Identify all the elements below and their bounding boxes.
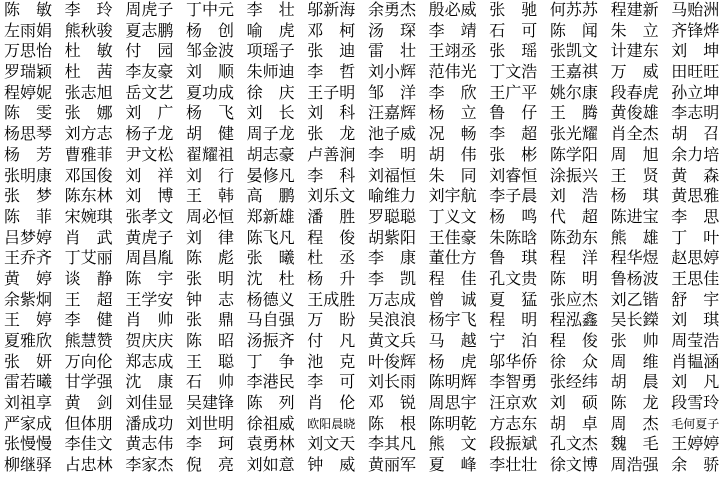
name-cell: 刘睿恒 xyxy=(489,165,538,185)
name-cell: 邹 洋 xyxy=(367,82,416,102)
name-row xyxy=(0,269,728,290)
name-cell: 万思怡 xyxy=(4,41,53,61)
name-cell: 黄文兵 xyxy=(367,331,416,350)
name-cell: 陈劲东 xyxy=(549,227,598,247)
name-cell: 丁文浩 xyxy=(489,62,538,82)
name-cell: 付 凡 xyxy=(307,331,356,350)
name-cell: 吴浪浪 xyxy=(367,310,416,330)
name-cell: 范伟光 xyxy=(428,62,477,82)
name-cell: 李 哲 xyxy=(307,62,356,82)
name-cell: 张 迪 xyxy=(307,41,356,61)
name-cell: 刘 硕 xyxy=(549,393,598,413)
name-cell: 甘学强 xyxy=(64,372,113,392)
name-cell: 周虎子 xyxy=(125,0,174,19)
name-cell: 袁勇林 xyxy=(246,434,295,454)
name-cell: 邬华侨 xyxy=(489,351,538,371)
name-cell: 马自强 xyxy=(246,310,295,330)
name-row xyxy=(0,83,728,104)
name-cell: 陈明辉 xyxy=(428,372,477,392)
name-cell: 刘方志 xyxy=(64,124,113,144)
name-cell: 黄虎子 xyxy=(125,227,174,247)
name-cell: 段振斌 xyxy=(489,434,538,454)
name-cell: 王 婷 xyxy=(4,310,53,330)
name-cell: 张 曦 xyxy=(246,248,295,268)
name-cell: 刘乙锴 xyxy=(610,289,659,309)
name-cell: 毛何夏子 xyxy=(671,416,720,431)
name-cell: 万志成 xyxy=(367,289,416,309)
name-cell: 汤 琛 xyxy=(367,20,416,40)
name-cell: 张 明 xyxy=(185,268,234,288)
name-row xyxy=(0,393,728,414)
name-row xyxy=(0,434,728,455)
name-cell: 朱师迪 xyxy=(246,62,295,82)
name-cell: 况 畅 xyxy=(428,124,477,144)
name-cell: 刘 凡 xyxy=(671,372,720,392)
name-cell: 万向伦 xyxy=(64,351,113,371)
name-row xyxy=(0,372,728,393)
name-cell: 代 超 xyxy=(549,206,598,226)
name-cell: 熊 文 xyxy=(428,434,477,454)
name-cell: 李 健 xyxy=(64,310,113,330)
name-cell: 钟 志 xyxy=(185,289,234,309)
name-row xyxy=(0,207,728,228)
name-cell: 鲁 琪 xyxy=(489,248,538,268)
name-cell: 杨 创 xyxy=(185,20,234,40)
name-cell: 李智勇 xyxy=(489,372,538,392)
name-cell: 刘长雨 xyxy=(367,372,416,392)
name-cell: 丁 争 xyxy=(246,351,295,371)
name-cell: 陈 昭 xyxy=(185,331,234,350)
name-cell: 陈 雯 xyxy=(4,103,53,123)
name-cell: 孔文贵 xyxy=(489,268,538,288)
name-cell: 李 科 xyxy=(307,165,356,185)
name-cell: 舒 宇 xyxy=(671,289,720,309)
name-cell: 杜 丞 xyxy=(307,248,356,268)
name-cell: 夏功成 xyxy=(185,82,234,102)
name-cell: 刘文天 xyxy=(307,434,356,454)
name-cell: 肖 伦 xyxy=(307,393,356,413)
name-cell: 王 韩 xyxy=(185,186,234,206)
name-cell: 王成胜 xyxy=(307,289,356,309)
name-cell: 赵思婷 xyxy=(671,248,720,268)
name-cell: 王 腾 xyxy=(549,103,598,123)
name-cell: 杨 鸣 xyxy=(489,206,538,226)
name-cell: 张经纬 xyxy=(549,372,598,392)
name-cell: 宋婉琪 xyxy=(64,206,113,226)
name-cell: 汪京欢 xyxy=(489,393,538,413)
name-cell: 肖 武 xyxy=(64,227,113,247)
name-cell: 陈 敏 xyxy=(4,0,53,19)
name-cell: 刘 长 xyxy=(246,103,295,123)
name-cell: 孙立坤 xyxy=(671,82,720,102)
name-cell: 鲁杨波 xyxy=(610,268,659,288)
name-cell: 邓 柯 xyxy=(307,20,356,40)
name-cell: 刘祖享 xyxy=(4,393,53,413)
name-cell: 徐 众 xyxy=(549,351,598,371)
name-cell: 雷 壮 xyxy=(367,41,416,61)
name-cell: 丁义文 xyxy=(428,206,477,226)
name-cell: 曹雅菲 xyxy=(64,144,113,164)
name-cell: 刘 行 xyxy=(185,165,234,185)
name-cell: 王翊丞 xyxy=(428,41,477,61)
name-cell: 王 超 xyxy=(64,289,113,309)
name-cell: 孔文杰 xyxy=(549,434,598,454)
name-cell: 万 威 xyxy=(610,62,659,82)
name-cell: 张 驰 xyxy=(489,0,538,19)
name-cell: 吕梦婷 xyxy=(4,227,53,247)
name-cell: 丁中元 xyxy=(185,0,234,19)
name-cell: 夏雅欣 xyxy=(4,331,53,350)
name-cell: 雷若曦 xyxy=(4,372,53,392)
name-cell: 钟 威 xyxy=(307,455,356,475)
name-cell: 杨 芳 xyxy=(4,144,53,164)
name-cell: 杨 升 xyxy=(307,268,356,288)
name-cell: 陈明乾 xyxy=(428,413,477,433)
name-cell: 陈进宝 xyxy=(610,206,659,226)
name-cell: 柳继驿 xyxy=(4,455,53,475)
name-cell: 肖全杰 xyxy=(610,124,659,144)
name-cell: 张 妍 xyxy=(4,351,53,371)
name-cell: 杨子龙 xyxy=(125,124,174,144)
name-cell: 王广平 xyxy=(489,82,538,102)
name-cell: 李壮壮 xyxy=(489,455,538,475)
name-cell: 李 超 xyxy=(489,124,538,144)
name-cell: 严家成 xyxy=(4,413,53,433)
name-cell: 肖韫涵 xyxy=(671,351,720,371)
name-cell: 岳文艺 xyxy=(125,82,174,102)
name-cell: 殷必威 xyxy=(428,0,477,19)
name-cell: 卢善涧 xyxy=(307,144,356,164)
name-cell: 杨 飞 xyxy=(185,103,234,123)
name-cell: 陈 彪 xyxy=(185,248,234,268)
name-cell: 刘宇航 xyxy=(428,186,477,206)
name-cell: 段雪玲 xyxy=(671,393,720,413)
name-cell: 宁 泊 xyxy=(489,331,538,350)
name-cell: 黄丽军 xyxy=(367,455,416,475)
name-cell: 夏志鹏 xyxy=(125,20,174,40)
name-cell: 肖 帅 xyxy=(125,310,174,330)
name-cell: 熊秋骏 xyxy=(64,20,113,40)
name-cell: 周必恒 xyxy=(185,206,234,226)
name-cell: 丁 叶 xyxy=(671,227,720,247)
name-cell: 李 可 xyxy=(307,372,356,392)
name-cell: 王婷婷 xyxy=(671,434,720,454)
name-cell: 计建东 xyxy=(610,41,659,61)
name-cell: 徐 庆 xyxy=(246,82,295,102)
name-cell: 曾 诚 xyxy=(428,289,477,309)
name-row xyxy=(0,41,728,62)
name-cell: 程 洋 xyxy=(549,248,598,268)
name-cell: 杨 立 xyxy=(428,103,477,123)
name-cell: 李其凡 xyxy=(367,434,416,454)
name-cell: 周 杰 xyxy=(610,413,659,433)
name-cell: 周莹浩 xyxy=(671,331,720,350)
name-cell: 程婷妮 xyxy=(4,82,53,102)
name-cell: 胡 伟 xyxy=(428,144,477,164)
name-cell: 汤振齐 xyxy=(246,331,295,350)
name-cell: 陈 根 xyxy=(367,413,416,433)
name-cell: 程华煜 xyxy=(610,248,659,268)
name-cell: 喻 虎 xyxy=(246,20,295,40)
name-cell: 涂振兴 xyxy=(549,165,598,185)
name-row xyxy=(0,103,728,124)
name-cell: 项瑶子 xyxy=(246,41,295,61)
name-cell: 熊 雄 xyxy=(610,227,659,247)
name-cell: 李 欣 xyxy=(428,82,477,102)
name-row xyxy=(0,186,728,207)
name-cell: 谈 静 xyxy=(64,268,113,288)
name-cell: 池子威 xyxy=(367,124,416,144)
name-cell: 黄俊雄 xyxy=(610,103,659,123)
name-cell: 刘 科 xyxy=(307,103,356,123)
name-cell: 杜 敏 xyxy=(64,41,113,61)
name-cell: 潘成功 xyxy=(125,413,174,433)
name-cell: 朱陈晗 xyxy=(489,227,538,247)
name-cell: 陈学阳 xyxy=(549,144,598,164)
name-cell: 齐锋烨 xyxy=(671,20,720,40)
name-cell: 王子明 xyxy=(307,82,356,102)
name-cell: 李 明 xyxy=(367,144,416,164)
name-cell: 余勇杰 xyxy=(367,0,416,19)
name-row xyxy=(0,62,728,83)
name-cell: 周昌胤 xyxy=(125,248,174,268)
name-cell: 潘 胜 xyxy=(307,206,356,226)
name-cell: 徐文博 xyxy=(549,455,598,475)
name-cell: 胡 召 xyxy=(671,124,720,144)
name-row xyxy=(0,248,728,269)
name-cell: 吴长鑅 xyxy=(610,310,659,330)
name-cell: 刘 浩 xyxy=(549,186,598,206)
name-cell: 夏 猛 xyxy=(489,289,538,309)
name-cell: 周 维 xyxy=(610,351,659,371)
name-cell: 张光耀 xyxy=(549,124,598,144)
name-cell: 欧阳晨晓 xyxy=(307,416,356,431)
name-cell: 黄思雅 xyxy=(671,186,720,206)
name-cell: 李港民 xyxy=(246,372,295,392)
name-cell: 张 龙 xyxy=(307,124,356,144)
name-cell: 胡 晨 xyxy=(610,372,659,392)
name-cell: 贺庆庆 xyxy=(125,331,174,350)
name-cell: 陈 宇 xyxy=(125,268,174,288)
name-cell: 刘 坤 xyxy=(671,41,720,61)
name-cell: 李志明 xyxy=(671,103,720,123)
name-cell: 邓国俊 xyxy=(64,165,113,185)
name-cell: 汪嘉辉 xyxy=(367,103,416,123)
name-cell: 杨思琴 xyxy=(4,124,53,144)
name-cell: 胡 健 xyxy=(185,124,234,144)
name-row xyxy=(0,21,728,42)
name-row xyxy=(0,145,728,166)
name-cell: 程 明 xyxy=(489,310,538,330)
name-cell: 何苏苏 xyxy=(549,0,598,19)
name-cell: 魏 毛 xyxy=(610,434,659,454)
name-cell: 张 梦 xyxy=(4,186,53,206)
name-cell: 李家杰 xyxy=(125,455,174,475)
name-cell: 马 越 xyxy=(428,331,477,350)
name-cell: 叶俊辉 xyxy=(367,351,416,371)
name-cell: 刘 博 xyxy=(125,186,174,206)
name-row xyxy=(0,352,728,373)
name-cell: 黄志伟 xyxy=(125,434,174,454)
name-cell: 胡紫阳 xyxy=(367,227,416,247)
name-cell: 刘世明 xyxy=(185,413,234,433)
name-cell: 沈 康 xyxy=(125,372,174,392)
name-cell: 王学安 xyxy=(125,289,174,309)
name-cell: 邓 锐 xyxy=(367,393,416,413)
name-cell: 马贻洲 xyxy=(671,0,720,19)
name-cell: 田旺旺 xyxy=(671,62,720,82)
name-cell: 罗聪聪 xyxy=(367,206,416,226)
name-cell: 陈东林 xyxy=(64,186,113,206)
name-cell: 晏修凡 xyxy=(246,165,295,185)
name-cell: 李 康 xyxy=(367,248,416,268)
name-cell: 沈 杜 xyxy=(246,268,295,288)
name-cell: 喻维力 xyxy=(367,186,416,206)
name-cell: 胡 卓 xyxy=(549,413,598,433)
name-row xyxy=(0,166,728,187)
name-cell: 程 俊 xyxy=(549,331,598,350)
name-cell: 张 鼎 xyxy=(185,310,234,330)
name-cell: 程 佳 xyxy=(428,268,477,288)
name-cell: 程泓鑫 xyxy=(549,310,598,330)
name-cell: 周 旭 xyxy=(610,144,659,164)
name-cell: 余力培 xyxy=(671,144,720,164)
name-cell: 夏 峰 xyxy=(428,455,477,475)
name-cell: 郑新雄 xyxy=(246,206,295,226)
name-cell: 池 克 xyxy=(307,351,356,371)
name-cell: 段春虎 xyxy=(610,82,659,102)
name-cell: 刘佳显 xyxy=(125,393,174,413)
name-cell: 周思宇 xyxy=(428,393,477,413)
name-cell: 李 凯 xyxy=(367,268,416,288)
name-cell: 方志东 xyxy=(489,413,538,433)
name-cell: 姚尔康 xyxy=(549,82,598,102)
name-cell: 吴建锋 xyxy=(185,393,234,413)
name-cell: 张 娜 xyxy=(64,103,113,123)
name-cell: 张 帅 xyxy=(610,331,659,350)
name-cell: 但体朋 xyxy=(64,413,113,433)
name-cell: 刘福恒 xyxy=(367,165,416,185)
name-cell: 石 帅 xyxy=(185,372,234,392)
name-cell: 周子龙 xyxy=(246,124,295,144)
name-cell: 李友豪 xyxy=(125,62,174,82)
name-cell: 占忠林 xyxy=(64,455,113,475)
name-cell: 黄 婷 xyxy=(4,268,53,288)
name-cell: 李子晨 xyxy=(489,186,538,206)
name-cell: 刘 律 xyxy=(185,227,234,247)
name-cell: 刘小辉 xyxy=(367,62,416,82)
name-cell: 张凯文 xyxy=(549,41,598,61)
name-cell: 周浩强 xyxy=(610,455,659,475)
name-row xyxy=(0,124,728,145)
name-cell: 余 骄 xyxy=(671,455,720,475)
name-cell: 程建新 xyxy=(610,0,659,19)
name-cell: 郑志成 xyxy=(125,351,174,371)
name-cell: 李 玲 xyxy=(64,0,113,19)
name-cell: 徐祖威 xyxy=(246,413,295,433)
name-cell: 陈 龙 xyxy=(610,393,659,413)
name-cell: 朱 同 xyxy=(428,165,477,185)
name-cell: 黄 剑 xyxy=(64,393,113,413)
name-cell: 杨 虎 xyxy=(428,351,477,371)
name-cell: 付 园 xyxy=(125,41,174,61)
name-cell: 陈 闻 xyxy=(549,20,598,40)
name-cell: 黄 森 xyxy=(671,165,720,185)
name-cell: 刘 广 xyxy=(125,103,174,123)
name-cell: 陈 明 xyxy=(549,268,598,288)
name-row xyxy=(0,228,728,249)
name-cell: 张慢慢 xyxy=(4,434,53,454)
name-cell: 王乔齐 xyxy=(4,248,53,268)
name-cell: 熊慧赞 xyxy=(64,331,113,350)
name-row xyxy=(0,331,728,352)
name-cell: 王 贤 xyxy=(610,165,659,185)
name-cell: 陈 列 xyxy=(246,393,295,413)
name-cell: 李 壮 xyxy=(246,0,295,19)
name-cell: 王佳豪 xyxy=(428,227,477,247)
name-cell: 刘 琪 xyxy=(671,310,720,330)
name-cell: 张应杰 xyxy=(549,289,598,309)
name-row xyxy=(0,414,728,435)
name-cell: 刘 顺 xyxy=(185,62,234,82)
name-cell: 尹文松 xyxy=(125,144,174,164)
name-cell: 王 聪 xyxy=(185,351,234,371)
name-cell: 刘 祥 xyxy=(125,165,174,185)
name-cell: 杜 茜 xyxy=(64,62,113,82)
name-cell: 杨宇飞 xyxy=(428,310,477,330)
name-cell: 刘乐文 xyxy=(307,186,356,206)
name-cell: 张孝文 xyxy=(125,206,174,226)
name-cell: 李 靖 xyxy=(428,20,477,40)
name-row xyxy=(0,290,728,311)
name-cell: 张 瑶 xyxy=(489,41,538,61)
name-cell: 朱 立 xyxy=(610,20,659,40)
name-row xyxy=(0,455,728,476)
name-cell: 陈 菲 xyxy=(4,206,53,226)
name-cell: 程 俊 xyxy=(307,227,356,247)
name-cell: 杨德义 xyxy=(246,289,295,309)
name-cell: 罗瑞颖 xyxy=(4,62,53,82)
name-cell: 左雨娟 xyxy=(4,20,53,40)
name-cell: 邹金波 xyxy=(185,41,234,61)
name-cell: 李 珂 xyxy=(185,434,234,454)
name-cell: 李 思 xyxy=(671,206,720,226)
name-cell: 翟耀祖 xyxy=(185,144,234,164)
name-cell: 万 盼 xyxy=(307,310,356,330)
name-cell: 王思佳 xyxy=(671,268,720,288)
name-cell: 高 鹏 xyxy=(246,186,295,206)
name-cell: 杨 琪 xyxy=(610,186,659,206)
name-cell: 张 彬 xyxy=(489,144,538,164)
name-cell: 王嘉祺 xyxy=(549,62,598,82)
name-row xyxy=(0,310,728,331)
name-cell: 董仕方 xyxy=(428,248,477,268)
name-cell: 丁艾丽 xyxy=(64,248,113,268)
name-cell: 鲁 仔 xyxy=(489,103,538,123)
name-cell: 李佳文 xyxy=(64,434,113,454)
name-cell: 胡志豪 xyxy=(246,144,295,164)
name-cell: 陈飞凡 xyxy=(246,227,295,247)
name-cell: 刘如意 xyxy=(246,455,295,475)
name-cell: 余紫炯 xyxy=(4,289,53,309)
name-cell: 张明康 xyxy=(4,165,53,185)
name-row xyxy=(0,0,728,21)
name-cell: 石 可 xyxy=(489,20,538,40)
name-cell: 倪 亮 xyxy=(185,455,234,475)
name-cell: 邬新海 xyxy=(307,0,356,19)
name-cell: 张志旭 xyxy=(64,82,113,102)
